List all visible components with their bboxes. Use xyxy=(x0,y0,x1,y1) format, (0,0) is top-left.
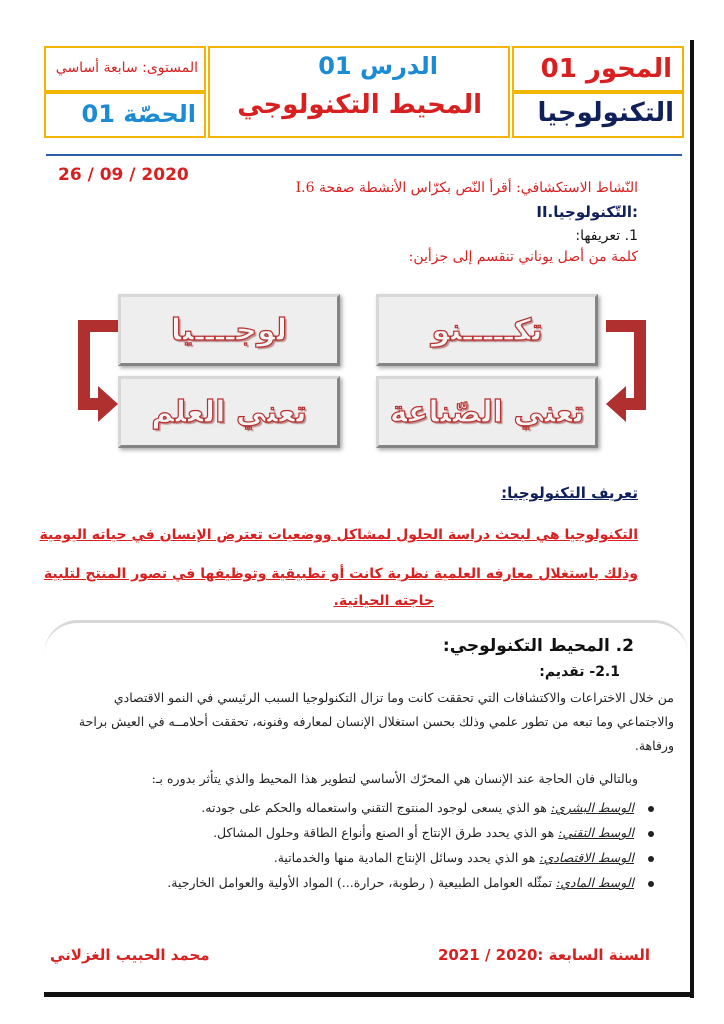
author-name: محمد الحبيب الغزلاني xyxy=(50,946,210,964)
list-item xyxy=(167,820,654,845)
definition-line-2: وذلك باستغلال معارفه العلمية نظرية كانت أو تطبيقية وتوظيفها في تصور المنتج لتلبية xyxy=(43,566,638,582)
list-item-text: هو الذي يحدد وسائل الإنتاج المادية منها والخدماتية. xyxy=(273,850,540,865)
section-2-subtitle: 2.1- تقديم: xyxy=(539,664,620,680)
intro-paragraph-line-3: ورفاهة. xyxy=(634,738,674,753)
intro-paragraph-line-1: من خلال الاختراعات والاكتشافات التي تحققت كانت وما تزال التكنولوجيا السبب الرئيسي في النمو الاقتصادي xyxy=(113,690,674,705)
axis-name: التكنولوجيا xyxy=(537,98,674,128)
tile-logia: لوجــــيا xyxy=(118,294,340,366)
definition-heading: 1. تعريفها: xyxy=(575,228,638,244)
tile-means-industry: تعني الصّناعة xyxy=(376,376,598,448)
list-item xyxy=(167,795,654,820)
lesson-label: الدرس 01 xyxy=(318,52,438,80)
session-label: الحصّة 01 xyxy=(81,100,196,128)
bullet-icon xyxy=(648,806,654,812)
bullet-icon xyxy=(648,881,654,887)
intro-paragraph-line-2: والاجتماعي وما تبعه من تطور علمي وذلك بحسن استغلال الإنسان لمعارفه وفنونه، تحققت أحلامــه في العيش براحة xyxy=(78,714,674,729)
lesson-date: 26 / 09 / 2020 xyxy=(58,165,189,185)
list-item-text: تمثّله العوامل الطبيعية ( رطوبة، حرارة...) المواد الأولية والعوامل الخارجية. xyxy=(167,875,557,890)
section-2-title: 2. المحيط التكنولوجي: xyxy=(442,636,634,656)
environment-list xyxy=(167,795,654,895)
list-item xyxy=(167,870,654,895)
list-item-text: هو الذي يحدد طرق الإنتاج أو الصنع وأنواع الطاقة وحلول المشاكل. xyxy=(213,825,559,840)
list-item-term: الوسط التقني: xyxy=(558,825,634,840)
section-ii-heading: II.التّكنولوجيا: xyxy=(536,203,638,221)
list-item-term: الوسط المادي: xyxy=(556,875,634,890)
tile-techno: تكـــــنو xyxy=(376,294,598,366)
list-item-term: الوسط الاقتصادي: xyxy=(539,850,634,865)
list-item-term: الوسط البشري: xyxy=(550,800,634,815)
influence-paragraph: وبالتالي فان الحاجة عند الإنسان هي المحرّك الأساسي لتطوير هذا المحيط والذي يتأثر بدوره بـ: xyxy=(151,771,638,786)
list-item-text: هو الذي يسعى لوجود المنتوج التقني واستعماله والحكم على جودته. xyxy=(201,800,551,815)
tile-means-science: تعني العلم xyxy=(118,376,340,448)
definition-line-1: التكنولوجيا هي لبحث دراسة الحلول لمشاكل ووضعيات تعترض الإنسان في حياته اليومية xyxy=(39,527,638,543)
lesson-name: المحيط التكنولوجي xyxy=(237,90,482,120)
school-year: السنة السابعة :2020 / 2021 xyxy=(437,946,650,964)
bullet-icon xyxy=(648,856,654,862)
bullet-icon xyxy=(648,831,654,837)
list-item xyxy=(167,845,654,870)
axis-label: المحور 01 xyxy=(540,54,672,84)
definition-line-3: حاجته الحياتية. xyxy=(333,593,434,609)
arrow-left-head xyxy=(98,386,118,422)
activity-line: I.النّشاط الاستكشافي: أقرأ النّص بكرّاس الأنشطة صفحة 6 xyxy=(295,180,638,196)
level-text: المستوى: سابعة أساسي xyxy=(55,60,198,76)
intro-paragraph xyxy=(34,686,674,758)
definition-title: تعريف التكنولوجيا: xyxy=(501,484,638,502)
origin-line: كلمة من أصل يوناني تنقسم إلى جزأين: xyxy=(408,249,638,265)
arrow-right-head xyxy=(606,386,626,422)
